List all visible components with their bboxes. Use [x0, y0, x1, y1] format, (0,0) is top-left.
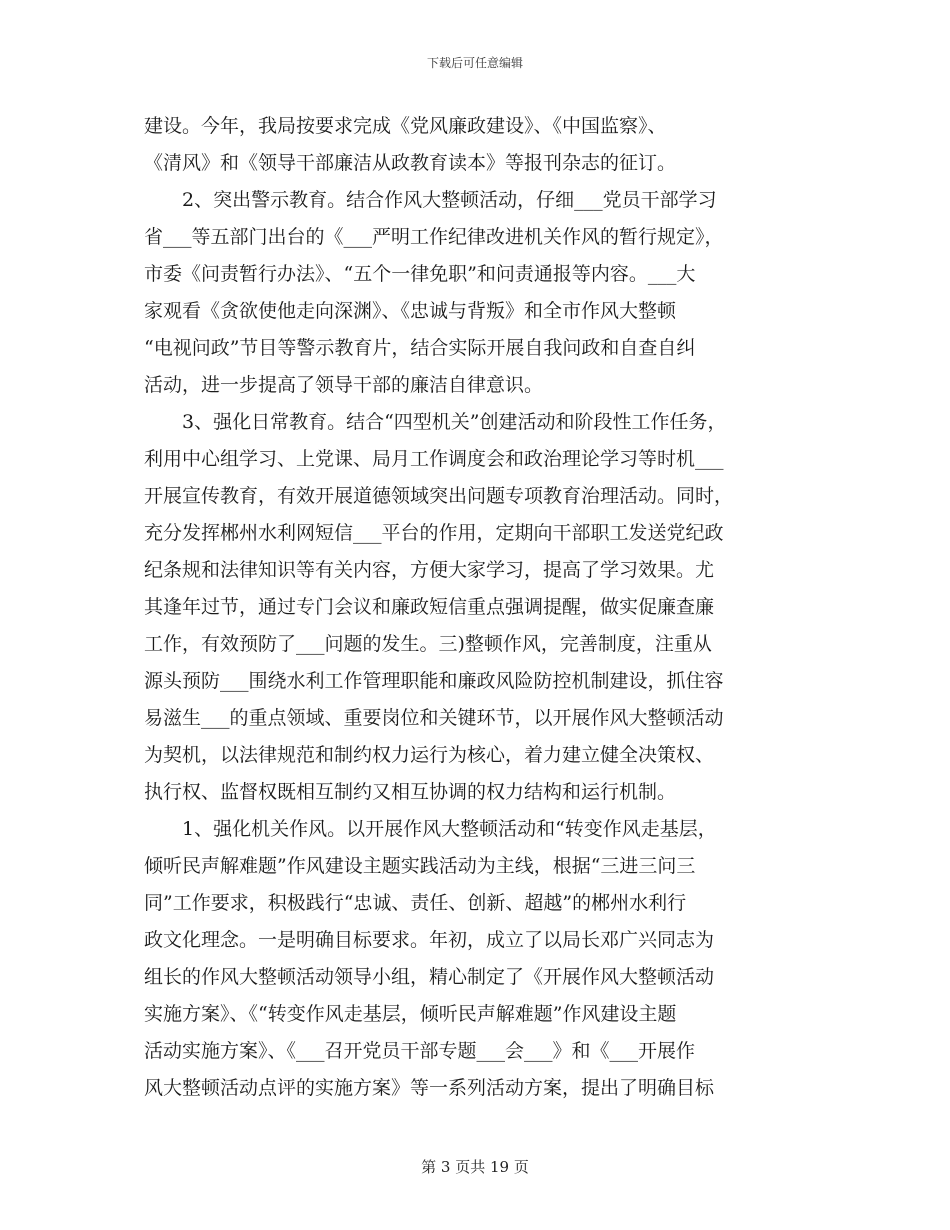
text-line: “电视问政”节目等警示教育片，结合实际开展自我问政和自查自纠: [144, 337, 696, 359]
text-line: 执行权、监督权既相互制约又相互协调的权力结构和运行机制。: [144, 781, 677, 803]
text-line: 活动实施方案》、《___召开党员干部专题___会___》和《___开展作: [144, 1040, 696, 1062]
text-line: 源头预防___围绕水利工作管理职能和廉政风险防控机制建设，抓住容: [144, 670, 724, 692]
text-line: 倾听民声解难题”作风建设主题实践活动为主线，根据“三进三问三: [144, 855, 696, 877]
text-line: 省___等五部门出台的《___严明工作纪律改进机关作风的暂行规定》，: [144, 226, 724, 248]
text-line: 2、突出警示教育。结合作风大整顿活动，仔细___党员干部学习: [144, 189, 717, 211]
document-body: [144, 108, 814, 1107]
text-line: 开展宣传教育，有效开展道德领域突出问题专项教育治理活动。同时，: [144, 485, 734, 507]
text-line: 建设。今年，我局按要求完成《党风廉政建设》、《中国监察》、: [144, 115, 667, 137]
text-line: 同”工作要求，积极践行“忠诚、责任、创新、超越”的郴州水利行: [144, 892, 687, 914]
text-line: 风大整顿活动点评的实施方案》等一系列活动方案，提出了明确目标: [144, 1077, 715, 1099]
text-line: 充分发挥郴州水利网短信___平台的作用，定期向干部职工发送党纪政: [144, 522, 724, 544]
text-line: 政文化理念。一是明确目标要求。年初，成立了以局长邓广兴同志为: [144, 929, 715, 951]
text-line: 1、强化机关作风。以开展作风大整顿活动和“转变作风走基层，: [144, 818, 717, 840]
page-number: 第 3 页共 19 页: [421, 1158, 529, 1176]
text-line: 组长的作风大整顿活动领导小组，精心制定了《开展作风大整顿活动: [144, 966, 715, 988]
text-line: 活动，进一步提高了领导干部的廉洁自律意识。: [144, 374, 544, 396]
text-line: 市委《问责暂行办法》、“五个一律免职”和问责通报等内容。___大: [144, 263, 696, 285]
text-line: 3、强化日常教育。结合“四型机关”创建活动和阶段性工作任务，: [144, 411, 727, 433]
text-line: 易滋生___的重点领域、重要岗位和关键环节，以开展作风大整顿活动: [144, 707, 724, 729]
text-line: 为契机，以法律规范和制约权力运行为核心，着力建立健全决策权、: [144, 744, 715, 766]
text-line: 家观看《贪欲使他走向深渊》、《忠诚与背叛》和全市作风大整顿: [144, 300, 677, 322]
text-line: 纪条规和法律知识等有关内容，方便大家学习，提高了学习效果。尤: [144, 559, 715, 581]
text-line: 利用中心组学习、上党课、局月工作调度会和政治理论学习等时机___: [144, 448, 724, 470]
page-header-note: 下载后可任意编辑: [426, 56, 523, 70]
text-line: 实施方案》、《“转变作风走基层，倾听民声解难题”作风建设主题: [144, 1003, 677, 1025]
text-line: 工作，有效预防了___问题的发生。三)整顿作风，完善制度，注重从: [144, 633, 712, 655]
text-line: 其逢年过节，通过专门会议和廉政短信重点强调提醒，做实促廉查廉: [144, 596, 715, 618]
text-line: 《清风》和《领导干部廉洁从政教育读本》等报刊杂志的征订。: [144, 152, 677, 174]
